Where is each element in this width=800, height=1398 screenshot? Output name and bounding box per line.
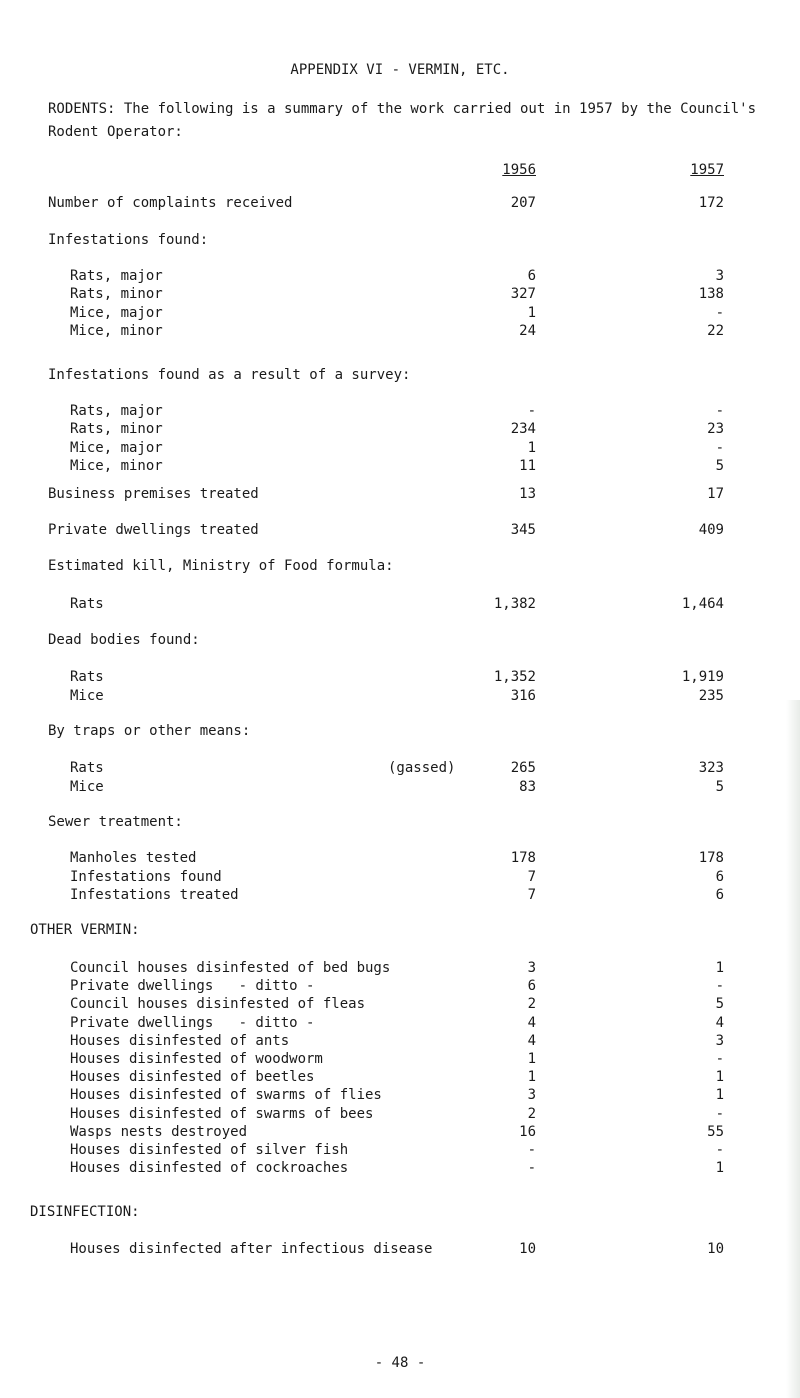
row-label: Mice, minor (70, 458, 163, 474)
sewer-heading: Sewer treatment: (48, 814, 183, 830)
value-1957: - (715, 305, 724, 321)
value-1957: 409 (698, 522, 724, 538)
row-label: Mice (70, 688, 104, 704)
dead-bodies-heading: Dead bodies found: (48, 632, 200, 648)
value-1957: 23 (707, 421, 724, 437)
value-1957: 1 (715, 1087, 724, 1103)
value-1957: 1 (715, 1160, 724, 1176)
value-1956: 207 (510, 195, 536, 211)
row-label: Mice, major (70, 440, 163, 456)
value-1957: 6 (715, 887, 724, 903)
value-1957: 178 (698, 850, 724, 866)
other-vermin-row (0, 1087, 800, 1107)
infestations-found-heading: Infestations found: (48, 232, 209, 248)
value-1956: 1 (527, 440, 536, 456)
traps-heading: By traps or other means: (48, 723, 251, 739)
value-1956: 6 (527, 268, 536, 284)
row-label: Council houses disinfested of bed bugs (70, 960, 391, 976)
row-label: Rats (70, 760, 104, 776)
row-label: Houses disinfested of ants (70, 1033, 290, 1049)
value-1956: 7 (527, 869, 536, 885)
dead-bodies-row (0, 688, 800, 708)
infestations-survey-row (0, 458, 800, 478)
infestations-found-row (0, 268, 800, 288)
value-1956: - (527, 1142, 536, 1158)
value-1957: 1 (715, 1069, 724, 1085)
row-label: Business premises treated (48, 486, 259, 502)
value-1956: 234 (510, 421, 536, 437)
value-1956: 24 (519, 323, 536, 339)
sewer-row (0, 887, 800, 907)
row-label: Houses disinfested of beetles (70, 1069, 315, 1085)
other-vermin-row (0, 1051, 800, 1071)
estimated-kill-row (0, 596, 800, 616)
value-1956: 3 (527, 1087, 536, 1103)
value-1957: 235 (698, 688, 724, 704)
value-1957: 6 (715, 869, 724, 885)
value-1956: 2 (527, 1106, 536, 1122)
value-1956: 1,352 (493, 669, 536, 685)
traps-row (0, 779, 800, 799)
row-label: Private dwellings treated (48, 522, 259, 538)
value-1956: 6 (527, 978, 536, 994)
other-vermin-row (0, 960, 800, 980)
row-label: Rats, minor (70, 421, 163, 437)
value-1956: 16 (519, 1124, 536, 1140)
value-1956: 2 (527, 996, 536, 1012)
row-label: Rats (70, 596, 104, 612)
traps-row (0, 760, 800, 780)
value-1957: 323 (698, 760, 724, 776)
row-label: Infestations found (70, 869, 222, 885)
value-1957: 1,919 (681, 669, 724, 685)
value-1956: 4 (527, 1033, 536, 1049)
value-1957: 55 (707, 1124, 724, 1140)
value-1956: 11 (519, 458, 536, 474)
row-label: Council houses disinfested of fleas (70, 996, 366, 1012)
value-1956: 83 (519, 779, 536, 795)
infestations-found-row (0, 305, 800, 325)
value-1956: 7 (527, 887, 536, 903)
row-label: Houses disinfested of silver fish (70, 1142, 349, 1158)
row-label: Rats, major (70, 403, 163, 419)
infestations-survey-row (0, 421, 800, 441)
other-vermin-row (0, 1106, 800, 1126)
infestations-survey-row (0, 440, 800, 460)
row-label: Mice (70, 779, 104, 795)
other-vermin-row (0, 1015, 800, 1035)
other-vermin-row (0, 1069, 800, 1089)
value-1957: 3 (715, 1033, 724, 1049)
business-premises-row (0, 486, 800, 506)
row-label: Houses disinfested of swarms of flies (70, 1087, 382, 1103)
value-1956: - (527, 1160, 536, 1176)
value-1956: 265 (510, 760, 536, 776)
value-1957: - (715, 978, 724, 994)
page-edge-shading (786, 700, 800, 1398)
value-1957: 138 (698, 286, 724, 302)
other-vermin-row (0, 978, 800, 998)
row-label: Mice, major (70, 305, 163, 321)
value-1956: 1 (527, 305, 536, 321)
value-1957: - (715, 403, 724, 419)
value-1957: 5 (715, 779, 724, 795)
value-1957: 3 (715, 268, 724, 284)
page-number: - 48 - (374, 1355, 426, 1371)
value-1956: - (527, 403, 536, 419)
year-header-1957: 1957 (690, 162, 724, 178)
row-label: Mice, minor (70, 323, 163, 339)
private-dwellings-row (0, 522, 800, 542)
value-1956: 10 (519, 1241, 536, 1257)
intro-paragraph: RODENTS: The following is a summary of the work carried out in 1957 by the Council's Rodent Operator: (48, 101, 757, 140)
value-1957: - (715, 1106, 724, 1122)
other-vermin-heading: OTHER VERMIN: (30, 922, 140, 938)
value-1957: 4 (715, 1015, 724, 1031)
value-1956: 316 (510, 688, 536, 704)
row-label: Rats (70, 669, 104, 685)
value-1957: 10 (707, 1241, 724, 1257)
page-title: APPENDIX VI - VERMIN, ETC. (290, 62, 510, 78)
sewer-row (0, 850, 800, 870)
value-1956: 345 (510, 522, 536, 538)
infestations-found-row (0, 286, 800, 306)
other-vermin-row (0, 1160, 800, 1180)
disinfection-row (0, 1241, 800, 1261)
value-1956: 4 (527, 1015, 536, 1031)
other-vermin-row (0, 996, 800, 1016)
row-label: Private dwellings - ditto - (70, 1015, 315, 1031)
infestations-survey-heading: Infestations found as a result of a survey: (48, 367, 411, 383)
other-vermin-row (0, 1142, 800, 1162)
row-label: Infestations treated (70, 887, 239, 903)
value-1957: 5 (715, 458, 724, 474)
row-label: Number of complaints received (48, 195, 293, 211)
value-1957: 1 (715, 960, 724, 976)
row-note: (gassed) (388, 760, 456, 776)
row-label: Houses disinfested of swarms of bees (70, 1106, 374, 1122)
row-label: Rats, minor (70, 286, 163, 302)
row-label: Wasps nests destroyed (70, 1124, 248, 1140)
complaints-row (0, 195, 800, 215)
value-1956: 13 (519, 486, 536, 502)
value-1956: 1 (527, 1051, 536, 1067)
value-1956: 178 (510, 850, 536, 866)
row-label: Houses disinfected after infectious disease (70, 1241, 433, 1257)
row-label: Houses disinfested of woodworm (70, 1051, 323, 1067)
row-label: Houses disinfested of cockroaches (70, 1160, 349, 1176)
row-label: Rats, major (70, 268, 163, 284)
value-1956: 1,382 (493, 596, 536, 612)
row-label: Private dwellings - ditto - (70, 978, 315, 994)
value-1957: 5 (715, 996, 724, 1012)
row-label: Manholes tested (70, 850, 197, 866)
other-vermin-row (0, 1124, 800, 1144)
value-1956: 327 (510, 286, 536, 302)
value-1956: 1 (527, 1069, 536, 1085)
value-1957: 17 (707, 486, 724, 502)
sewer-row (0, 869, 800, 889)
value-1957: - (715, 1051, 724, 1067)
other-vermin-row (0, 1033, 800, 1053)
infestations-survey-row (0, 403, 800, 423)
value-1956: 3 (527, 960, 536, 976)
value-1957: 22 (707, 323, 724, 339)
value-1957: 172 (698, 195, 724, 211)
estimated-kill-heading: Estimated kill, Ministry of Food formula: (48, 558, 394, 574)
value-1957: 1,464 (681, 596, 724, 612)
value-1957: - (715, 1142, 724, 1158)
dead-bodies-row (0, 669, 800, 689)
infestations-found-row (0, 323, 800, 343)
value-1957: - (715, 440, 724, 456)
disinfection-heading: DISINFECTION: (30, 1204, 140, 1220)
year-header-1956: 1956 (502, 162, 536, 178)
